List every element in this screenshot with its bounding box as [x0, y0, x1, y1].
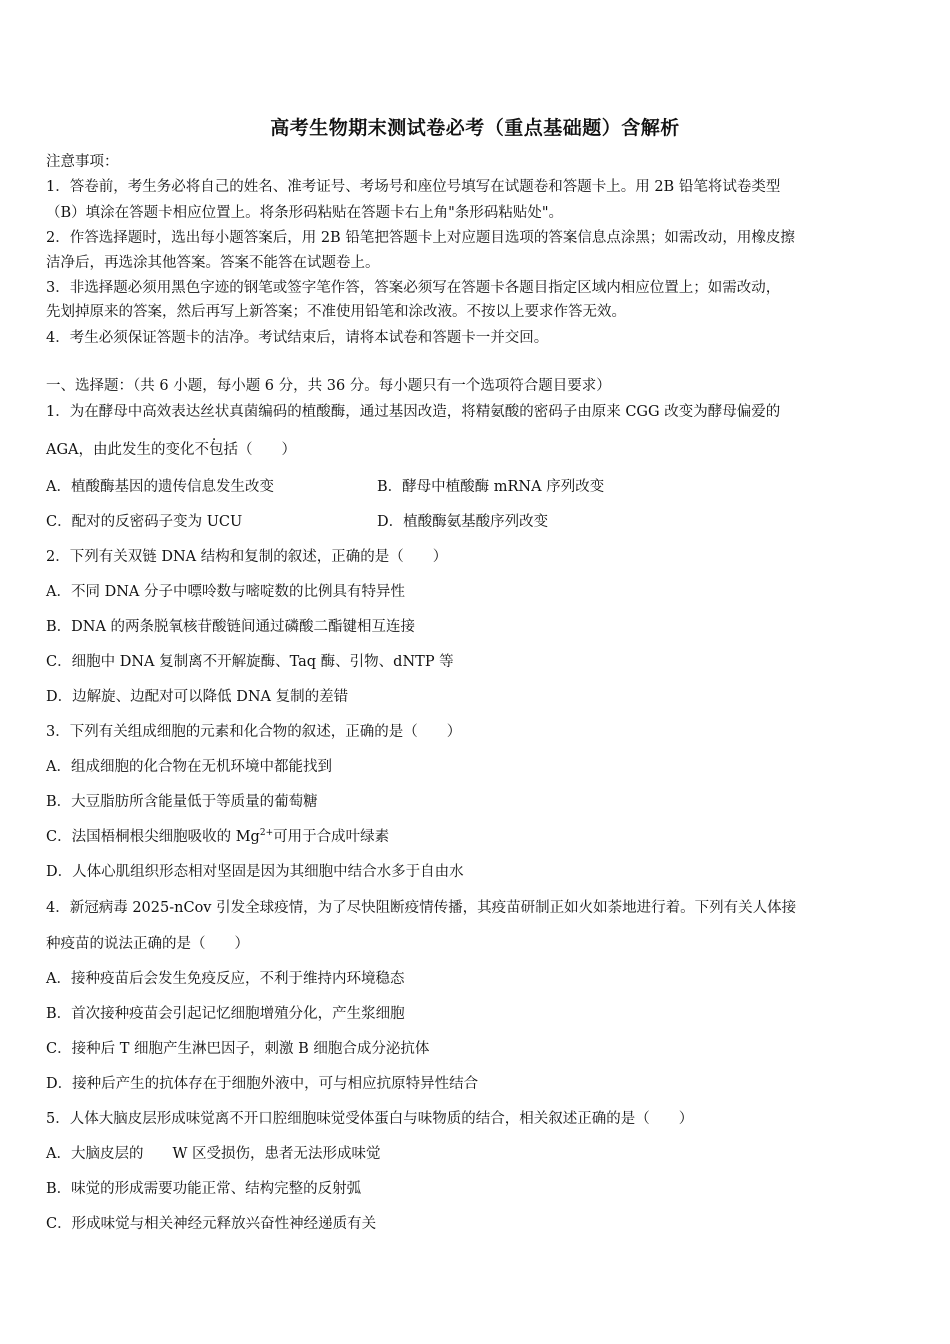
q1-stem-line2 [46, 440, 906, 460]
q1-option-c: C．配对的反密码子变为 UCU [46, 514, 243, 530]
q2-option-d: D．边解旋、边配对可以降低 DNA 复制的差错 [46, 689, 349, 705]
q5-option-b: B．味觉的形成需要功能正常、结构完整的反射弧 [46, 1181, 362, 1197]
q2-option-b: B．DNA 的两条脱氧核苷酸链间通过磷酸二酯键相互连接 [46, 619, 416, 635]
q3-option-a: A．组成细胞的化合物在无机环境中都能找到 [46, 759, 332, 775]
page-title: 高考生物期末测试卷必考（重点基础题）含解析 [270, 117, 680, 139]
notice-heading: 注意事项： [46, 154, 119, 170]
notice-item-2-cont: 洁净后，再选涂其他答案。答案不能答在试题卷上。 [46, 255, 380, 271]
q1-option-b: B．酵母中植酸酶 mRNA 序列改变 [377, 479, 605, 495]
q3-option-c-text: C．法国梧桐根尖细胞吸收的 Mg [46, 829, 260, 845]
q1-option-d: D．植酸酶氨基酸序列改变 [377, 514, 549, 530]
q4-stem-line2: 种疫苗的说法正确的是（ ） [46, 936, 249, 952]
q2-option-c: C．细胞中 DNA 复制离不开解旋酶、Taq 酶、引物、dNTP 等 [46, 654, 454, 670]
q5-option-c: C．形成味觉与相关神经元释放兴奋性神经递质有关 [46, 1216, 377, 1232]
q2-stem: 2．下列有关双链 DNA 结构和复制的叙述，正确的是（ ） [46, 549, 448, 565]
q5-option-a: A．大脑皮层的 W 区受损伤，患者无法形成味觉 [46, 1146, 381, 1162]
q1-stem-text: AGA，由此发生的变化 [46, 442, 195, 458]
q3-option-c [46, 827, 906, 847]
q3-option-d: D．人体心肌组织形态相对坚固是因为其细胞中结合水多于自由水 [46, 864, 464, 880]
q4-option-a: A．接种疫苗后会发生免疫反应，不利于维持内环境稳态 [46, 971, 405, 987]
notice-item-4: 4．考生必须保证答题卡的洁净。考试结束后，请将本试卷和答题卡一并交回。 [46, 330, 549, 346]
notice-item-3-cont: 先划掉原来的答案，然后再写上新答案；不准使用铅笔和涂改液。不按以上要求作答无效。 [46, 304, 626, 320]
q4-option-b: B．首次接种疫苗会引起记忆细胞增殖分化，产生浆细胞 [46, 1006, 405, 1022]
q1-option-a: A．植酸酶基因的遗传信息发生改变 [46, 479, 274, 495]
q2-option-a: A．不同 DNA 分子中嘌呤数与嘧啶数的比例具有特异性 [46, 584, 405, 600]
notice-item-2: 2．作答选择题时，选出每小题答案后，用 2B 铅笔把答题卡上对应题目选项的答案信息点涂黑；如需改动，用橡皮擦 [46, 230, 795, 246]
q3-option-c-superscript: 2+ [259, 828, 274, 839]
q5-stem: 5．人体大脑皮层形成味觉离不开口腔细胞味觉受体蛋白与味物质的结合，相关叙述正确的是（ ） [46, 1111, 694, 1127]
notice-item-1-cont: （B）填涂在答题卡相应位置上。将条形码粘贴在答题卡右上角"条形码粘贴处"。 [46, 205, 563, 221]
notice-item-3: 3．非选择题必须用黑色字迹的钢笔或签字笔作答，答案必须写在答题卡各题目指定区域内相应位置上；如需改动， [46, 280, 781, 296]
q3-stem: 3．下列有关组成细胞的元素和化合物的叙述，正确的是（ ） [46, 724, 462, 740]
q1-emphasis-not-include: 不包括 [194, 442, 239, 458]
q1-answer-paren: （ ） [238, 442, 297, 458]
section-heading: 一、选择题：（共 6 小题，每小题 6 分，共 36 分。每小题只有一个选项符合题目要求） [46, 378, 611, 394]
q3-option-b: B．大豆脂肪所含能量低于等质量的葡萄糖 [46, 794, 318, 810]
q4-stem-line1: 4．新冠病毒 2025-nCov 引发全球疫情，为了尽快阻断疫情传播，其疫苗研制正如火如荼地进行着。下列有关人体接 [46, 900, 797, 916]
q1-stem-line1: 1．为在酵母中高效表达丝状真菌编码的植酸酶，通过基因改造，将精氨酸的密码子由原来 CGG 改变为酵母偏爱的 [46, 404, 781, 420]
q4-option-c: C．接种后 T 细胞产生淋巴因子，刺激 B 细胞合成分泌抗体 [46, 1041, 430, 1057]
q4-option-d: D．接种后产生的抗体存在于细胞外液中，可与相应抗原特异性结合 [46, 1076, 479, 1092]
notice-item-1: 1．答卷前，考生务必将自己的姓名、准考证号、考场号和座位号填写在试题卷和答题卡上。用 2B 铅笔将试卷类型 [46, 179, 781, 195]
q3-option-c-text-end: 可用于合成叶绿素 [273, 829, 390, 845]
